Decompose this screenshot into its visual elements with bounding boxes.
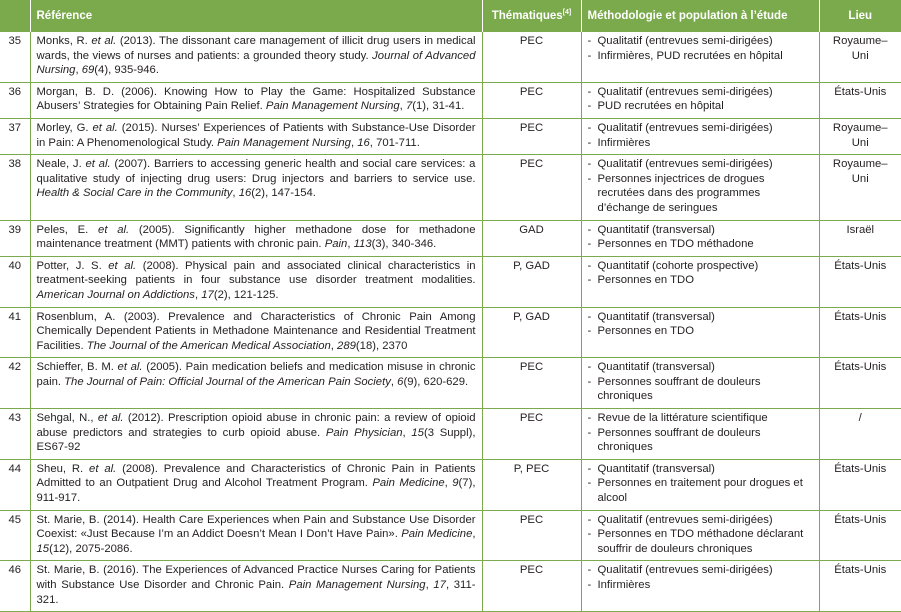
ref-separator: , [232, 187, 239, 200]
table-row [0, 32, 901, 82]
ref-authors: St. Marie, B. (2014). Health Care Experiences when Pain and Substance Use Disorder Coexist: «Just Because I’m an Addict Doesn’t Mean I Don’t Have Pain». [36, 513, 476, 541]
ref-volume: 15 [411, 426, 424, 439]
row-lieu: États-Unis [819, 510, 901, 561]
ref-etal: et al. [85, 158, 111, 171]
ref-separator: , [347, 238, 354, 251]
row-thematique: P, GAD [482, 256, 581, 307]
ref-journal: The Journal of the American Medical Association [86, 339, 331, 352]
row-methodologie [581, 155, 819, 220]
ref-separator: , [350, 136, 358, 149]
row-thematique: P, GAD [482, 307, 581, 358]
methodologie-design: - Quantitatif (transversal) [588, 223, 813, 238]
ref-etal: et al. [117, 361, 143, 374]
ref-volume: 17 [433, 579, 446, 591]
row-lieu: Royaume–Uni [819, 32, 901, 82]
row-methodologie [581, 459, 819, 510]
row-number: 35 [0, 32, 30, 82]
header-number [0, 0, 30, 32]
methodologie-population: - Personnes en TDO [588, 273, 813, 288]
row-methodologie [581, 409, 819, 460]
ref-journal: Pain Medicine [372, 477, 445, 490]
row-thematique: PEC [482, 561, 581, 612]
table-row [0, 82, 901, 118]
methodologie-population: - Personnes en TDO méthadone [588, 237, 813, 252]
ref-pages: (7), 911-917. [36, 477, 476, 505]
row-lieu: États-Unis [819, 307, 901, 358]
header-reference: Référence [30, 0, 482, 32]
ref-authors: Morgan, B. D. (2006). Knowing How to Play the Game: Hospitalized Substance Abusers’ Strategies for Obtaining Pain Relief. [36, 85, 476, 113]
methodologie-design: - Quantitatif (transversal) [588, 360, 813, 375]
row-reference [30, 220, 482, 256]
ref-separator: , [444, 477, 453, 490]
row-number: 39 [0, 220, 30, 256]
row-lieu: / [819, 409, 901, 460]
row-methodologie [581, 256, 819, 307]
ref-volume: 15 [36, 542, 50, 555]
row-number: 42 [0, 358, 30, 409]
header-lieu: Lieu [819, 0, 901, 32]
ref-authors: Sehgal, N., [36, 412, 98, 425]
table-row [0, 256, 901, 307]
ref-pages: (12), 2075-2086. [49, 542, 133, 555]
ref-journal: Journal of Advanced Nursing [36, 49, 476, 77]
ref-title: (2005). Significantly higher methadone dose for methadone maintenance treatment (MMT) patients with chronic pain. [36, 223, 476, 251]
ref-authors: Peles, E. [36, 223, 99, 236]
table-row [0, 118, 901, 154]
row-lieu: États-Unis [819, 82, 901, 118]
methodologie-design: - Qualitatif (entrevues semi-dirigées) [588, 157, 813, 172]
row-number: 46 [0, 561, 30, 612]
row-number: 38 [0, 155, 30, 220]
table-row [0, 307, 901, 358]
table-row [0, 220, 901, 256]
row-lieu: États-Unis [819, 561, 901, 612]
row-thematique: PEC [482, 409, 581, 460]
ref-separator: , [330, 339, 338, 352]
row-reference [30, 561, 482, 612]
row-thematique: PEC [482, 82, 581, 118]
ref-separator: , [402, 426, 412, 439]
ref-journal: Pain [324, 238, 348, 251]
methodologie-population: - Infirmières [588, 578, 813, 593]
row-lieu: Royaume–Uni [819, 155, 901, 220]
ref-separator: , [472, 528, 476, 541]
methodologie-population: - Infirmières, PUD recrutées en hôpital [588, 49, 813, 64]
ref-title: (2012). Prescription opioid abuse in chronic pain: a review of opioid abuse predictors and strategies to curb opioid abuse. [36, 412, 476, 439]
ref-title: (2008). Physical pain and associated clinical characteristics in treatment-seeking patients in four substance use disorder treatment modalities. [36, 259, 476, 287]
ref-title: (2015). Nurses’ Experiences of Patients with Substance-Use Disorder in Pain: A Phenomenological Study. [36, 121, 476, 149]
ref-etal: et al. [97, 412, 124, 425]
ref-pages: (2), 147-154. [251, 187, 316, 200]
methodologie-population: - Personnes souffrant de douleurs chroniques [588, 375, 813, 404]
ref-volume: 17 [201, 288, 214, 301]
ref-etal: et al. [98, 223, 130, 236]
ref-separator: , [390, 375, 398, 388]
header-methodologie: Méthodologie et population à l’étude [581, 0, 819, 32]
ref-authors: Schieffer, B. M. [36, 361, 118, 374]
ref-authors: Rosenblum, A. (2003). Prevalence and Characteristics of Chronic Pain Among Chemically Dependent Patients in Methadone Maintenance and Residential Treatment Facilities. [36, 310, 476, 352]
row-reference [30, 118, 482, 154]
row-thematique: PEC [482, 32, 581, 82]
row-methodologie [581, 32, 819, 82]
ref-journal: Pain Management Nursing [217, 136, 351, 149]
ref-authors: Monks, R. [36, 35, 92, 47]
header-thematiques: Thématiques[4] [482, 0, 581, 32]
ref-journal: Pain Medicine [401, 528, 473, 541]
row-reference [30, 409, 482, 460]
ref-authors: Sheu, R. [36, 462, 90, 475]
ref-pages: (4), 935-946. [94, 64, 159, 77]
ref-pages: (1), 31-41. [412, 100, 465, 113]
table-row [0, 358, 901, 409]
ref-pages: (3), 340-346. [371, 238, 437, 251]
ref-title: (2013). The dissonant care management of illicit drug users in medical wards, the views of nurses and patients: a grounded theory study. [36, 35, 476, 62]
methodologie-population: - Personnes injectrices de drogues recrutées dans des programmes d’échange de seringues [588, 172, 813, 216]
row-thematique: PEC [482, 118, 581, 154]
methodologie-design: - Qualitatif (entrevues semi-dirigées) [588, 85, 813, 100]
row-thematique: PEC [482, 358, 581, 409]
table-row [0, 510, 901, 561]
table-row [0, 409, 901, 460]
row-lieu: États-Unis [819, 256, 901, 307]
methodologie-design: - Qualitatif (entrevues semi-dirigées) [588, 513, 813, 528]
ref-etal: et al. [91, 35, 117, 47]
ref-title: (2008). Prevalence and Characteristics of Chronic Pain in Patients Admitted to an Outpatient Drug and Alcohol Treatment Program. [36, 462, 476, 490]
ref-volume: 6 [397, 375, 404, 388]
table-header [0, 0, 901, 32]
methodologie-population: - Personnes en traitement pour drogues et alcool [588, 476, 813, 505]
methodologie-design: - Qualitatif (entrevues semi-dirigées) [588, 563, 813, 578]
ref-volume: 289 [337, 339, 356, 352]
ref-journal: American Journal on Addictions [36, 288, 195, 301]
row-lieu: États-Unis [819, 459, 901, 510]
methodologie-population: - Personnes en TDO méthadone déclarant souffrir de douleurs chroniques [588, 527, 813, 556]
row-methodologie [581, 307, 819, 358]
row-number: 45 [0, 510, 30, 561]
methodologie-design: - Qualitatif (entrevues semi-dirigées) [588, 34, 813, 49]
ref-etal: et al. [92, 121, 118, 134]
ref-separator: , [194, 288, 202, 301]
ref-authors: Potter, J. S. [36, 259, 109, 272]
row-reference [30, 82, 482, 118]
ref-pages: (2), 121-125. [213, 288, 279, 301]
ref-pages: (9), 620-629. [403, 375, 469, 388]
row-thematique: PEC [482, 155, 581, 220]
footnote-marker: [4] [562, 8, 572, 16]
ref-volume: 7 [405, 100, 413, 113]
ref-volume: 16 [357, 136, 370, 149]
ref-title: (2007). Barriers to accessing generic health and social care services: a qualitative study of injecting drug users: Drug injectors and barriers to service use. [36, 158, 476, 185]
row-lieu: Royaume–Uni [819, 118, 901, 154]
ref-etal: et al. [108, 259, 137, 272]
row-reference [30, 256, 482, 307]
header-row [0, 0, 901, 32]
row-number: 41 [0, 307, 30, 358]
ref-journal: Pain Physician [325, 426, 403, 439]
row-methodologie [581, 220, 819, 256]
row-reference [30, 307, 482, 358]
row-number: 40 [0, 256, 30, 307]
ref-separator: , [75, 64, 82, 77]
ref-pages: , 701-711. [369, 136, 420, 149]
methodologie-design: - Quantitatif (cohorte prospective) [588, 259, 813, 274]
row-reference [30, 358, 482, 409]
row-number: 36 [0, 82, 30, 118]
methodologie-population: - PUD recrutées en hôpital [588, 99, 813, 114]
row-reference [30, 510, 482, 561]
row-methodologie [581, 561, 819, 612]
row-methodologie [581, 510, 819, 561]
ref-journal: Health & Social Care in the Community [36, 187, 233, 200]
ref-pages: (18), 2370 [355, 339, 408, 352]
row-thematique: GAD [482, 220, 581, 256]
ref-authors: St. Marie, B. (2016). The Experiences of Advanced Practice Nurses Caring for Patients with Substance Use Disorder and Chronic Pain. [36, 564, 476, 591]
row-reference [30, 155, 482, 220]
ref-authors: Morley, G. [36, 121, 93, 134]
ref-journal: Pain Management Nursing [288, 579, 426, 591]
row-number: 37 [0, 118, 30, 154]
ref-volume: 69 [81, 64, 95, 77]
row-reference [30, 32, 482, 82]
ref-journal: The Journal of Pain: Official Journal of the American Pain Society [64, 375, 391, 388]
row-number: 43 [0, 409, 30, 460]
row-number: 44 [0, 459, 30, 510]
methodologie-population: - Personnes en TDO [588, 324, 813, 339]
ref-authors: Neale, J. [36, 158, 86, 171]
ref-separator: , [425, 579, 434, 591]
methodologie-population: - Infirmières [588, 136, 813, 151]
row-lieu: États-Unis [819, 358, 901, 409]
row-methodologie [581, 118, 819, 154]
row-thematique: PEC [482, 510, 581, 561]
ref-separator: , [399, 100, 406, 113]
row-lieu: Israël [819, 220, 901, 256]
table-row [0, 561, 901, 612]
ref-volume: 9 [452, 477, 459, 490]
row-reference [30, 459, 482, 510]
ref-pages: , 311-321. [36, 579, 476, 606]
table-row [0, 459, 901, 510]
ref-etal: et al. [89, 462, 117, 475]
methodologie-design: - Quantitatif (transversal) [588, 462, 813, 477]
row-methodologie [581, 358, 819, 409]
ref-pages: (3 Suppl), ES67-92 [36, 426, 476, 454]
ref-volume: 16 [238, 187, 252, 200]
methodologie-design: - Quantitatif (transversal) [588, 310, 813, 325]
ref-volume: 113 [353, 238, 372, 251]
ref-journal: Pain Management Nursing [265, 100, 400, 113]
table-body [0, 32, 901, 612]
methodologie-design: - Qualitatif (entrevues semi-dirigées) [588, 121, 813, 136]
ref-title: (2005). Pain medication beliefs and medication misuse in chronic pain. [36, 361, 476, 388]
methodologie-design: - Revue de la littérature scientifique [588, 411, 813, 426]
table-row [0, 155, 901, 220]
methodologie-population: - Personnes souffrant de douleurs chroniques [588, 426, 813, 455]
row-methodologie [581, 82, 819, 118]
row-thematique: P, PEC [482, 459, 581, 510]
